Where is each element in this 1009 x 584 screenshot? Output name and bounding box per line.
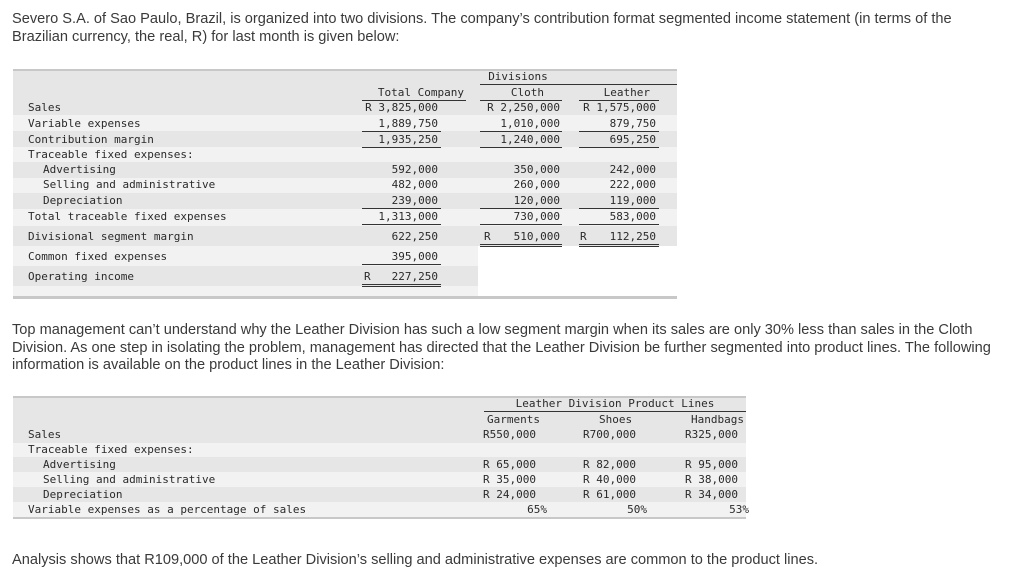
row-label: Total traceable fixed expenses xyxy=(28,210,227,223)
cell-shoes: R700,000 xyxy=(583,428,636,441)
cell-handbags: R 34,000 xyxy=(685,488,738,501)
cell-cloth: 260,000 xyxy=(513,178,560,191)
row-label: Traceable fixed expenses: xyxy=(28,148,194,161)
cell-garments: R 65,000 xyxy=(483,458,536,471)
cell-cloth: R 2,250,000 xyxy=(487,101,560,114)
header-divisions: Divisions xyxy=(488,70,548,83)
row-label: Depreciation xyxy=(43,488,123,501)
cell-leather: 695,250 xyxy=(609,133,656,146)
row-label: Selling and administrative xyxy=(43,178,216,191)
cell-garments: 65% xyxy=(527,503,547,516)
row-label: Operating income xyxy=(28,270,134,283)
cell-shoes: 50% xyxy=(627,503,647,516)
cell-leather: R 1,575,000 xyxy=(583,101,656,114)
header-cloth: Cloth xyxy=(510,86,544,99)
row-label: Sales xyxy=(28,428,62,441)
row-label: Variable expenses as a percentage of sales xyxy=(28,503,307,516)
currency-r: R xyxy=(580,230,587,243)
cell-total: 622,250 xyxy=(391,230,438,243)
currency-r: R xyxy=(484,230,491,243)
row-label: Common fixed expenses xyxy=(28,250,168,263)
cell-cloth: 1,010,000 xyxy=(500,117,560,130)
cell-handbags: R325,000 xyxy=(685,428,738,441)
cell-leather: 583,000 xyxy=(609,210,656,223)
cell-handbags: R 95,000 xyxy=(685,458,738,471)
analysis-paragraph: Analysis shows that R109,000 of the Leather Division’s selling and administrative expenses are common to the product lines. xyxy=(12,552,819,568)
cell-leather: 879,750 xyxy=(609,117,656,130)
row-label: Divisional segment margin xyxy=(28,230,194,243)
intro-paragraph: Severo S.A. of Sao Paulo, Brazil, is organized into two divisions. The company’s contribution format segmented income statement (in terms of the Brazilian currency, the real, R) for last month is given below: xyxy=(12,11,952,45)
row-label: Selling and administrative xyxy=(43,473,216,486)
cell-total: 592,000 xyxy=(391,163,438,176)
cell-handbags: R 38,000 xyxy=(685,473,738,486)
cell-cloth: 1,240,000 xyxy=(500,133,560,146)
cell-total: R 3,825,000 xyxy=(365,101,438,114)
row-label: Depreciation xyxy=(43,194,123,207)
row-label: Traceable fixed expenses: xyxy=(28,443,194,456)
cell-total: 227,250 xyxy=(391,270,438,283)
cell-total: 239,000 xyxy=(391,194,438,207)
cell-leather: 112,250 xyxy=(609,230,656,243)
cell-garments: R 35,000 xyxy=(483,473,536,486)
cell-shoes: R 61,000 xyxy=(583,488,636,501)
cell-cloth: 730,000 xyxy=(513,210,560,223)
cell-leather: 242,000 xyxy=(609,163,656,176)
row-label: Variable expenses xyxy=(28,117,141,130)
row-label: Advertising xyxy=(43,458,116,471)
cell-leather: 119,000 xyxy=(609,194,656,207)
cell-cloth: 510,000 xyxy=(513,230,560,243)
header-handbags: Handbags xyxy=(691,413,744,426)
cell-garments: R 24,000 xyxy=(483,488,536,501)
cell-cloth: 350,000 xyxy=(513,163,560,176)
header-garments: Garments xyxy=(487,413,540,426)
header-product-lines: Leather Division Product Lines xyxy=(515,397,715,410)
cell-shoes: R 82,000 xyxy=(583,458,636,471)
header-shoes: Shoes xyxy=(599,413,633,426)
cell-handbags: 53% xyxy=(729,503,749,516)
cell-shoes: R 40,000 xyxy=(583,473,636,486)
cell-total: 395,000 xyxy=(391,250,438,263)
row-label: Advertising xyxy=(43,163,116,176)
middle-paragraph: Top management can’t understand why the Leather Division has such a low segment margin when its sales are only 30% less than sales in the Cloth Division. As one step in isolating the problem, management has directed that the Leather Division be further segmented into product lines. The following information is available on the product lines in the Leather Division: xyxy=(12,322,991,373)
cell-total: 1,935,250 xyxy=(378,133,438,146)
row-label: Contribution margin xyxy=(28,133,154,146)
cell-total: 1,889,750 xyxy=(378,117,438,130)
cell-total: 1,313,000 xyxy=(378,210,438,223)
header-leather: Leather xyxy=(603,86,650,99)
row-label: Sales xyxy=(28,101,62,114)
cell-garments: R550,000 xyxy=(483,428,536,441)
cell-total: 482,000 xyxy=(391,178,438,191)
cell-cloth: 120,000 xyxy=(513,194,560,207)
header-total-company: Total Company xyxy=(377,86,464,99)
cell-leather: 222,000 xyxy=(609,178,656,191)
currency-r: R xyxy=(364,270,371,283)
